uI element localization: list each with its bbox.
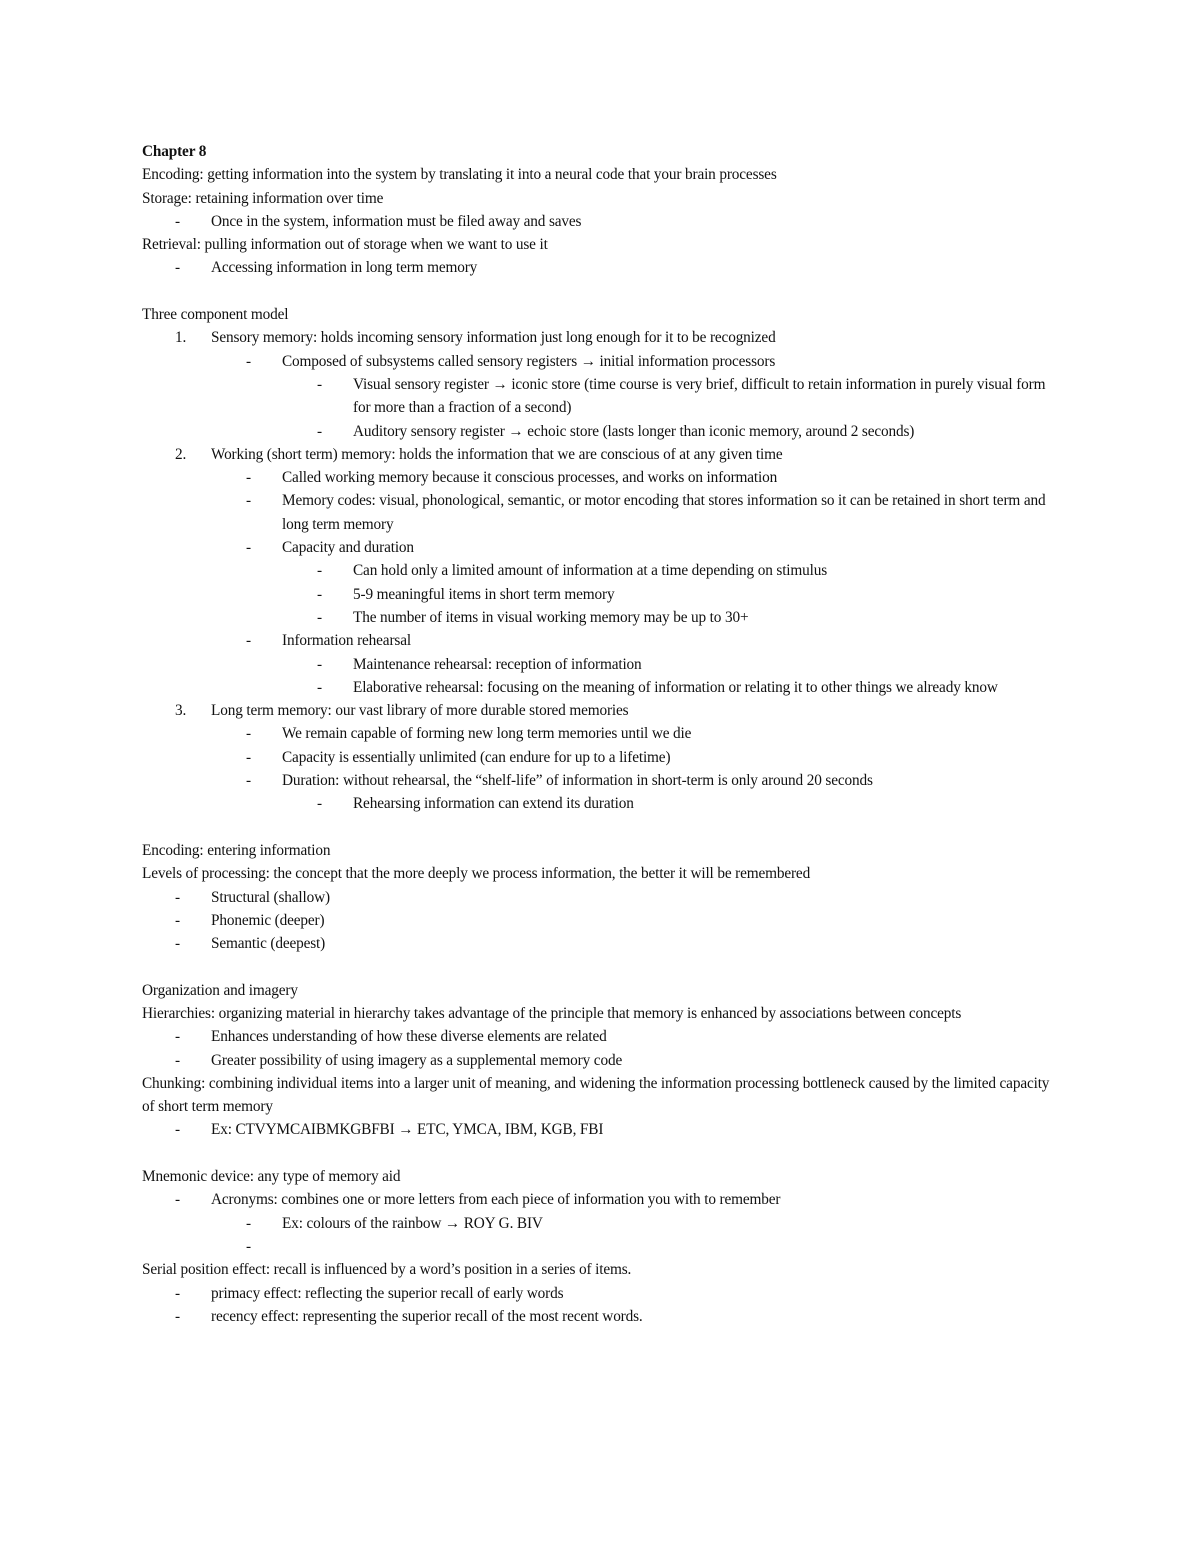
bullet-item — [142, 466, 1062, 489]
bullet-text: Auditory sensory register → echoic store (lasts longer than iconic memory, around 2 seconds) — [353, 422, 915, 440]
bullet-marker: - — [175, 1307, 180, 1325]
bullet-marker: - — [317, 678, 322, 696]
numbered-item — [142, 443, 1062, 466]
blank-line — [142, 1142, 1062, 1165]
bullet-text: Greater possibility of using imagery as a supplemental memory code — [211, 1051, 623, 1069]
bullet-marker: - — [317, 422, 322, 440]
number-marker: 1. — [175, 329, 187, 347]
bullet-item — [142, 1049, 1062, 1072]
bullet-item — [142, 1188, 1062, 1211]
section-heading: Organization and imagery — [142, 981, 298, 999]
bullet-marker: - — [246, 492, 251, 510]
bullet-text: Called working memory because it conscious processes, and works on information — [282, 469, 778, 487]
paragraph: Serial position effect: recall is influenced by a word’s position in a series of items. — [142, 1261, 632, 1279]
empty-bullet-item — [142, 1235, 1062, 1258]
bullet-item — [142, 1282, 1062, 1305]
bullet-text: recency effect: representing the superior recall of the most recent words. — [211, 1307, 643, 1325]
bullet-text: Information rehearsal — [282, 632, 411, 650]
paragraph-retrieval: Retrieval: pulling information out of storage when we want to use it — [142, 236, 548, 254]
bullet-item — [142, 722, 1062, 745]
bullet-item — [142, 373, 1062, 420]
bullet-text: Can hold only a limited amount of information at a time depending on stimulus — [353, 562, 828, 580]
bullet-text: The number of items in visual working memory may be up to 30+ — [353, 608, 749, 626]
bullet-marker: - — [175, 1284, 180, 1302]
document-body — [142, 140, 1062, 1328]
bullet-marker: - — [175, 911, 180, 929]
bullet-marker: - — [175, 1191, 180, 1209]
bullet-text: Composed of subsystems called sensory registers → initial information processors — [282, 352, 776, 370]
bullet-item — [142, 792, 1062, 815]
bullet-item — [142, 1212, 1062, 1235]
bullet-text: Visual sensory register → iconic store (time course is very brief, difficult to retain information in purely visual form for more than a fraction of a second) — [353, 375, 1046, 417]
bullet-marker: - — [246, 748, 251, 766]
bullet-marker: - — [175, 1028, 180, 1046]
blank-line — [142, 280, 1062, 303]
bullet-marker: - — [317, 375, 322, 393]
bullet-item — [142, 769, 1062, 792]
paragraph-encoding: Encoding: getting information into the system by translating it into a neural code that your brain processes — [142, 166, 777, 184]
bullet-text: Structural (shallow) — [211, 888, 330, 906]
bullet-text: Enhances understanding of how these diverse elements are related — [211, 1028, 607, 1046]
paragraph: Chunking: combining individual items into a larger unit of meaning, and widening the information processing bottleneck caused by the limited capacity of short term memory — [142, 1074, 1050, 1116]
bullet-text: Elaborative rehearsal: focusing on the meaning of information or relating it to other things we already know — [353, 678, 998, 696]
chapter-title: Chapter 8 — [142, 143, 207, 160]
numbered-text: Working (short term) memory: holds the information that we are conscious of at any given time — [211, 445, 783, 463]
bullet-text: Once in the system, information must be filed away and saves — [211, 212, 582, 230]
blank-line — [142, 955, 1062, 978]
bullet-marker: - — [175, 888, 180, 906]
bullet-text: Ex: CTVYMCAIBMKGBFBI → ETC, YMCA, IBM, KGB, FBI — [211, 1121, 604, 1139]
bullet-text: Rehearsing information can extend its duration — [353, 795, 634, 813]
bullet-item — [142, 420, 1062, 443]
bullet-item — [142, 256, 1062, 279]
numbered-item — [142, 326, 1062, 349]
numbered-text: Long term memory: our vast library of more durable stored memories — [211, 702, 629, 720]
bullet-item — [142, 210, 1062, 233]
bullet-item — [142, 350, 1062, 373]
blank-line — [142, 816, 1062, 839]
bullet-marker: - — [317, 795, 322, 813]
bullet-text: Semantic (deepest) — [211, 935, 326, 953]
bullet-text: Maintenance rehearsal: reception of information — [353, 655, 642, 673]
numbered-text: Sensory memory: holds incoming sensory information just long enough for it to be recognized — [211, 329, 776, 347]
bullet-marker: - — [175, 1121, 180, 1139]
bullet-item — [142, 1118, 1062, 1141]
bullet-marker: - — [246, 1237, 251, 1255]
bullet-marker: - — [246, 539, 251, 557]
bullet-item — [142, 536, 1062, 559]
bullet-marker: - — [246, 469, 251, 487]
bullet-marker: - — [246, 632, 251, 650]
bullet-text: Acronyms: combines one or more letters from each piece of information you with to remember — [211, 1191, 781, 1209]
bullet-text: Duration: without rehearsal, the “shelf-life” of information in short-term is only around 20 seconds — [282, 772, 873, 790]
bullet-item — [142, 909, 1062, 932]
bullet-marker: - — [175, 212, 180, 230]
bullet-item — [142, 583, 1062, 606]
bullet-marker: - — [246, 772, 251, 790]
bullet-marker: - — [317, 562, 322, 580]
bullet-item — [142, 559, 1062, 582]
bullet-text: 5-9 meaningful items in short term memory — [353, 585, 615, 603]
numbered-item — [142, 699, 1062, 722]
bullet-marker: - — [175, 1051, 180, 1069]
bullet-item — [142, 676, 1062, 699]
section-heading: Encoding: entering information — [142, 841, 331, 859]
bullet-text: Capacity and duration — [282, 539, 414, 557]
bullet-text: primacy effect: reflecting the superior recall of early words — [211, 1284, 564, 1302]
bullet-marker: - — [317, 608, 322, 626]
bullet-item — [142, 886, 1062, 909]
bullet-text: Memory codes: visual, phonological, semantic, or motor encoding that stores information so it can be retained in short term and long term memory — [282, 492, 1046, 533]
bullet-text: Phonemic (deeper) — [211, 911, 325, 929]
bullet-text: Capacity is essentially unlimited (can endure for up to a lifetime) — [282, 748, 671, 766]
bullet-text: Accessing information in long term memory — [211, 259, 478, 277]
paragraph-storage: Storage: retaining information over time — [142, 189, 384, 207]
bullet-item — [142, 629, 1062, 652]
bullet-marker: - — [246, 1214, 251, 1232]
number-marker: 2. — [175, 445, 187, 463]
bullet-item — [142, 1025, 1062, 1048]
paragraph: Levels of processing: the concept that the more deeply we process information, the better it will be remembered — [142, 865, 811, 883]
bullet-item — [142, 606, 1062, 629]
bullet-marker: - — [317, 655, 322, 673]
bullet-item — [142, 932, 1062, 955]
bullet-item — [142, 1305, 1062, 1328]
bullet-item — [142, 746, 1062, 769]
bullet-item — [142, 653, 1062, 676]
bullet-text: Ex: colours of the rainbow → ROY G. BIV — [282, 1214, 543, 1232]
number-marker: 3. — [175, 702, 187, 720]
bullet-marker: - — [175, 935, 180, 953]
bullet-item — [142, 489, 1062, 536]
section-heading: Mnemonic device: any type of memory aid — [142, 1168, 401, 1186]
bullet-marker: - — [175, 259, 180, 277]
bullet-marker: - — [317, 585, 322, 603]
bullet-marker: - — [246, 725, 251, 743]
section-heading: Three component model — [142, 306, 289, 324]
bullet-marker: - — [246, 352, 251, 370]
paragraph: Hierarchies: organizing material in hierarchy takes advantage of the principle that memory is enhanced by associations between concepts — [142, 1004, 962, 1022]
bullet-text: We remain capable of forming new long term memories until we die — [282, 725, 692, 743]
